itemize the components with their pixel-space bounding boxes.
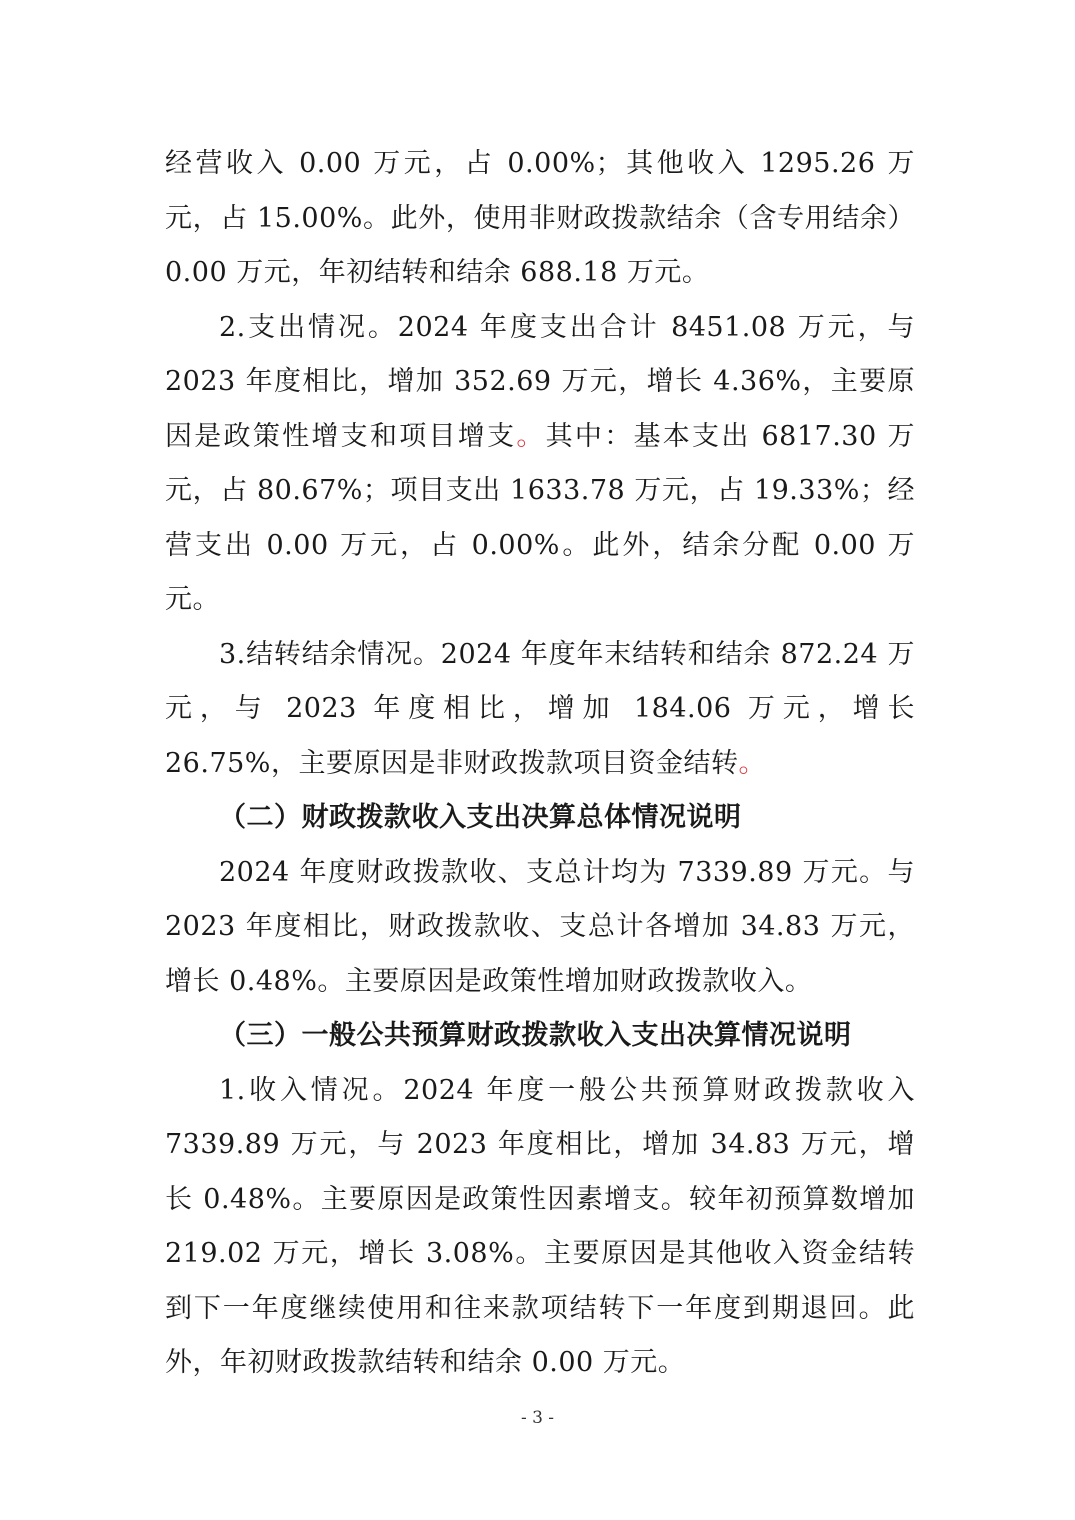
paragraph-expenditure <box>165 301 915 628</box>
document-body <box>165 137 915 1391</box>
paragraph-carryover <box>165 628 915 792</box>
page-number: - 3 - <box>520 1408 555 1428</box>
section-heading-2: （二）财政拨款收入支出决算总体情况说明 <box>219 802 742 833</box>
section-heading-3: （三）一般公共预算财政拨款收入支出决算情况说明 <box>219 1020 852 1051</box>
red-period-mark: 。 <box>516 420 546 452</box>
expenditure-text-b: 其中：基本支出 6817.30 万元，占 80.67%；项目支出 1633.78 万元，占 19.33%；经营支出 0.00 万元，占 0.00%。此外，结余分配 0.00 万元。 <box>165 420 915 615</box>
carryover-text: 3.结转结余情况。2024 年度年末结转和结余 872.24 万元，与 2023 年度相比，增加 184.06 万元，增长 26.75%，主要原因是非财政拨款项目资金结转 <box>165 638 915 779</box>
red-period-mark-2: 。 <box>738 747 766 779</box>
expenditure-text-a: 2.支出情况。2024 年度支出合计 8451.08 万元，与 2023 年度相比，增加 352.69 万元，增长 4.36%，主要原因是政策性增支和项目增支 <box>165 311 915 452</box>
paragraph-fiscal-total: 2024 年度财政拨款收、支总计均为 7339.89 万元。与 2023 年度相比，财政拨款收、支总计各增加 34.83 万元，增长 0.48%。主要原因是政策性增加财政拨款收入。 <box>165 856 915 997</box>
paragraph-income-continued: 经营收入 0.00 万元，占 0.00%；其他收入 1295.26 万元，占 15.00%。此外，使用非财政拨款结余（含专用结余）0.00 万元，年初结转和结余 688.18 万元。 <box>165 148 915 288</box>
paragraph-general-budget-income: 1.收入情况。2024 年度一般公共预算财政拨款收入 7339.89 万元，与 2023 年度相比，增加 34.83 万元，增长 0.48%。主要原因是政策性因素增支。较年初预算数增加 219.02 万元，增长 3.08%。主要原因是其他收入资金结转到下一年度继续使用和往来款项结转下一年度到期退回。此外，年初财政拨款结转和结余 0.00 万元。 <box>165 1074 915 1378</box>
